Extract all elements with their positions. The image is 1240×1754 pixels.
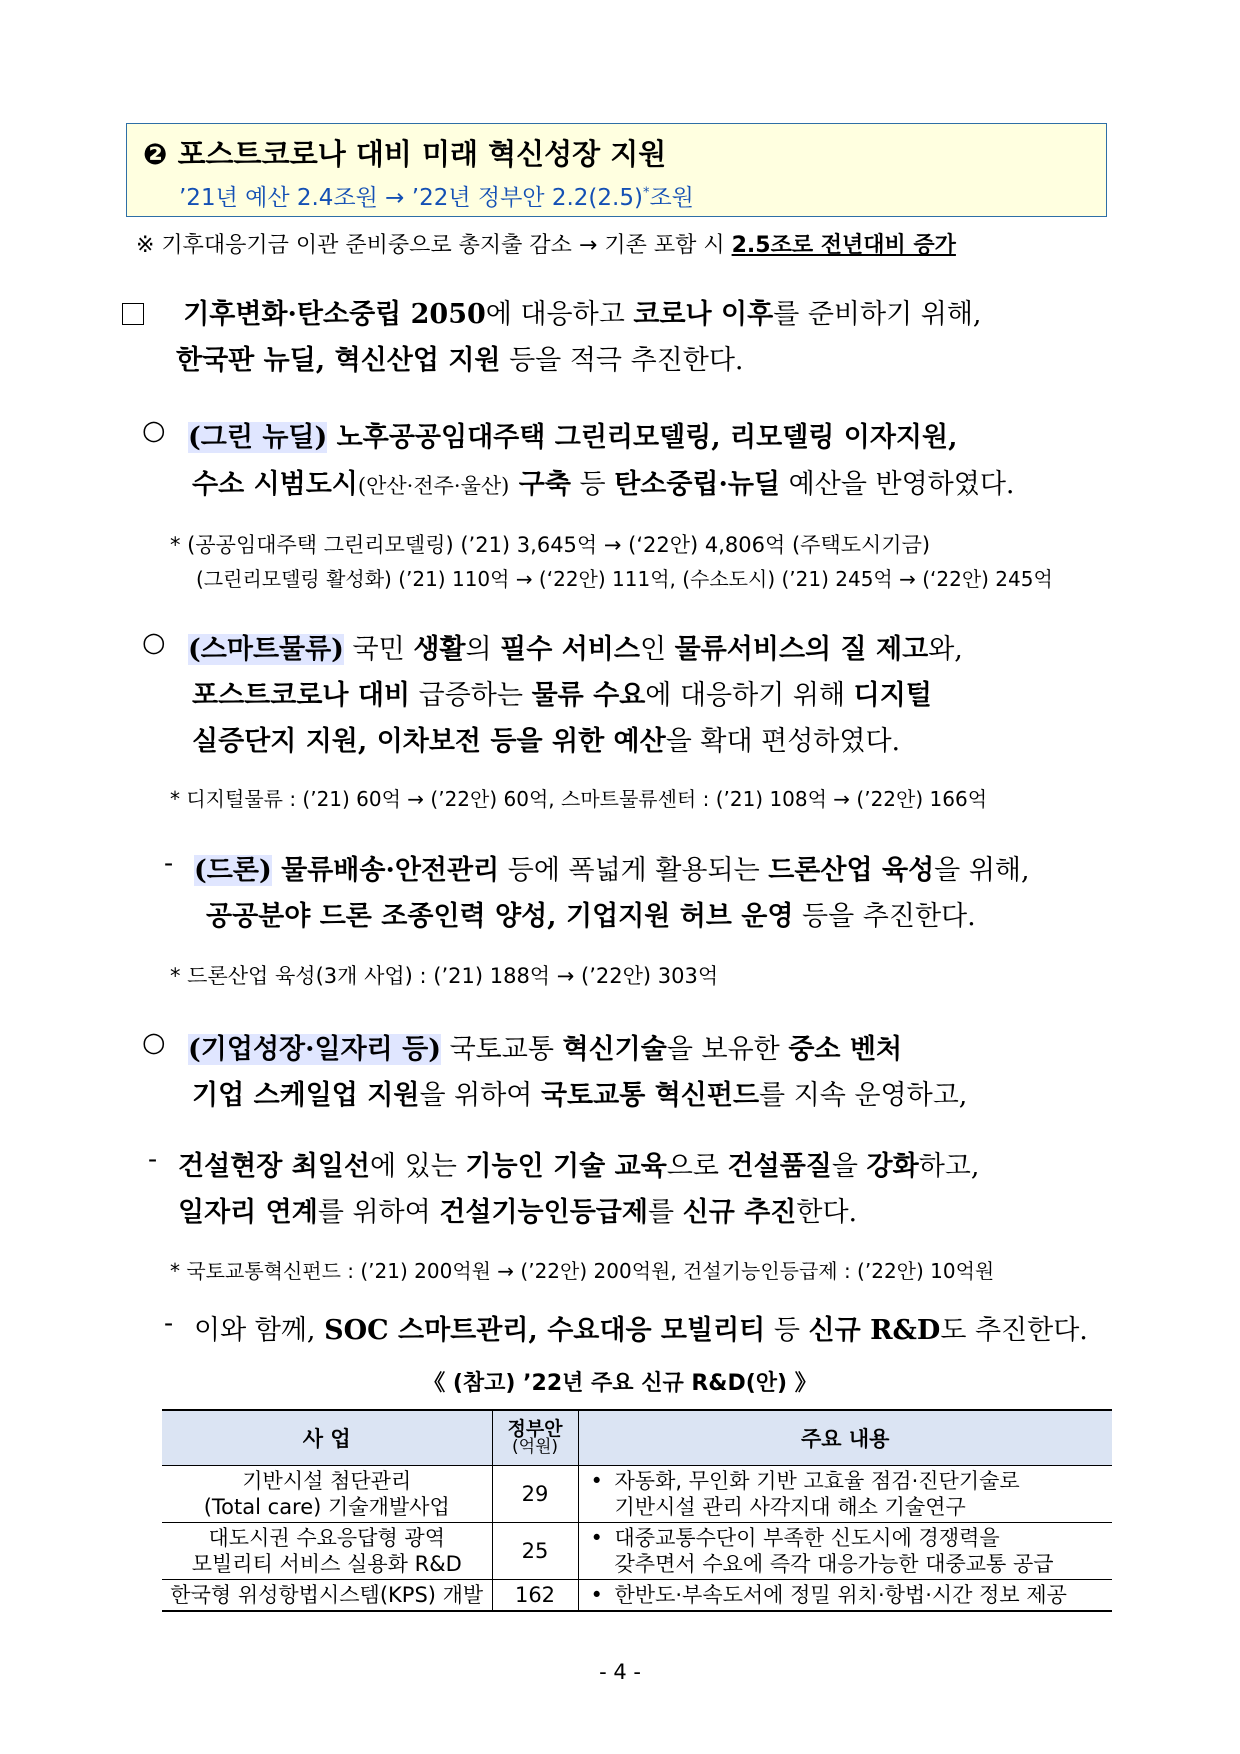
section-title-box: [126, 123, 1107, 217]
cell-content-line: 대중교통수단이 부족한 신도시에 경쟁력을: [614, 1526, 1000, 1550]
text-run: 물류배송·안전관리: [271, 855, 500, 886]
cell-project-line: 모빌리티 서비스 실용화 R&D: [191, 1552, 462, 1576]
circle-bullet: ○: [142, 1027, 166, 1058]
cell-content: [578, 1466, 1112, 1523]
text-run: 급증하는: [410, 680, 532, 711]
text-run: 실증단지 지원, 이차보전 등을 위한 예산: [192, 726, 666, 757]
rnd-line: [194, 1308, 1088, 1347]
text-run: 등에 폭넓게 활용되는: [499, 855, 769, 886]
text-run: 물류서비스의 질 제고: [674, 634, 929, 665]
cell-content-line: 한반도·부속도서에 정밀 위치·항법·시간 정보 제공: [614, 1583, 1067, 1607]
text-run: 드론산업 육성: [768, 855, 935, 886]
budget-note-underlined: 2.5조로 전년대비 증가: [731, 233, 956, 258]
text-run: 인: [639, 634, 675, 665]
text-run: 국토교통 혁신펀드: [540, 1080, 760, 1111]
dash-bullet: -: [148, 1144, 158, 1175]
logistics-line-3: [192, 719, 900, 758]
text-run: 한국판 뉴딜, 혁신산업 지원: [176, 345, 501, 376]
cell-content-line: 기반시설 관리 사각지대 해소 기술연구: [614, 1495, 966, 1519]
intro-line-1: [122, 292, 982, 331]
text-run: SOC 스마트관리, 수요대응 모빌리티: [324, 1315, 766, 1346]
checkbox-icon: [122, 303, 144, 325]
construction-note: * 국토교통혁신펀드 : (’21) 200억원 → (’22안) 200억원, 건설기능인등급제 : (’22안) 10억원: [170, 1259, 995, 1283]
construction-line-2: [178, 1190, 857, 1229]
cell-content: [578, 1580, 1112, 1612]
text-run: 국토교통: [441, 1034, 563, 1065]
growth-line-2: [192, 1073, 967, 1112]
cell-project-line: (Total care) 기술개발사업: [203, 1495, 450, 1519]
green-tag: (그린 뉴딜): [188, 422, 328, 453]
text-run: 강화: [866, 1151, 919, 1182]
cell-amount: 25: [492, 1523, 578, 1580]
green-hydrogen-city: 수소 시범도시: [192, 469, 358, 500]
circle-bullet: ○: [142, 627, 166, 658]
text-run: 을 보유한: [666, 1034, 789, 1065]
text-run: 신규 추진: [682, 1197, 797, 1228]
text-run: 한다.: [796, 1197, 858, 1228]
text-run: 에 있는: [369, 1151, 466, 1182]
text-run: 필수 서비스: [500, 634, 640, 665]
cell-project-line: 기반시설 첨단관리: [242, 1469, 412, 1493]
text-run: 를 위하여: [317, 1197, 440, 1228]
header-budget-unit: (억원): [511, 1437, 559, 1457]
text-run: 건설기능인등급제: [439, 1197, 648, 1228]
text-run: 을: [831, 1151, 867, 1182]
text-run: 등: [765, 1315, 809, 1346]
bullet-icon: [591, 1551, 615, 1577]
construction-bullet: [148, 1144, 157, 1175]
table-row: [162, 1466, 1112, 1523]
bullet-icon: •: [590, 1526, 603, 1550]
reference-table: [162, 1409, 1112, 1612]
drone-line-2: [206, 894, 976, 933]
cell-amount: 29: [492, 1466, 578, 1523]
cell-project: [162, 1580, 492, 1612]
table-row: [162, 1580, 1112, 1612]
table-row: [162, 1523, 1112, 1580]
drone-tag: (드론): [194, 855, 272, 886]
cell-project: [162, 1523, 492, 1580]
growth-bullet: [142, 1027, 166, 1058]
text-run: 을 확대 편성하였다.: [665, 726, 901, 757]
text-run: 으로: [666, 1151, 728, 1182]
text-run: 에 대응하고: [485, 299, 634, 330]
text-run: 물류 수요: [531, 680, 646, 711]
green-carbon-neutral: 탄소중립·뉴딜: [614, 469, 781, 500]
drone-note: * 드론산업 육성(3개 사업) : (’21) 188억 → (’22안) 303억: [170, 964, 719, 988]
page-number: - 4 -: [599, 1660, 641, 1684]
budget-note-text: ※ 기후대응기금 이관 준비중으로 총지출 감소 → 기존 포함 시: [136, 233, 732, 258]
text-run: 코로나 이후: [633, 299, 774, 330]
cell-project-line: 한국형 위성항법시스템(KPS) 개발: [170, 1583, 484, 1607]
text-run: 하고,: [918, 1151, 980, 1182]
cell-project-line: 대도시권 수요응답형 광역: [208, 1526, 445, 1550]
budget-prefix: ’21년 예산 2.4조원 → ’22년 정부안 2.2(2.5): [179, 185, 643, 211]
text-run: 등을 추진한다.: [793, 901, 976, 932]
text-run: 건설품질: [727, 1151, 832, 1182]
green-line-1: [188, 415, 957, 454]
construction-line-1: [178, 1144, 979, 1183]
text-run: 건설현장 최일선: [178, 1151, 370, 1182]
logistics-note: * 디지털물류 : (’21) 60억 → (’22안) 60억, 스마트물류센터 : (’21) 108억 → (’22안) 166억: [170, 787, 988, 811]
green-bullet: [142, 415, 166, 446]
budget-footnote-mark: *: [642, 185, 650, 201]
growth-tag: (기업성장·일자리 등): [188, 1034, 442, 1065]
green-line-1-text: 노후공공임대주택 그린리모델링, 리모델링 이자지원,: [327, 422, 958, 453]
cell-content-line: 자동화, 무인화 기반 고효율 점검·진단기술로: [614, 1469, 1020, 1493]
text-run: 신규 R&D: [808, 1315, 941, 1346]
dash-bullet: -: [164, 1308, 174, 1339]
logistics-tag: (스마트물류): [188, 634, 344, 665]
bullet-icon: [591, 1494, 615, 1520]
header-project: 사 업: [162, 1410, 492, 1466]
cell-content-line: 갖추면서 수요에 즉각 대응가능한 대중교통 공급: [614, 1552, 1054, 1576]
drone-line-1: [194, 848, 1030, 887]
intro-line-2: [176, 338, 744, 377]
text-run: 일자리 연계: [178, 1197, 318, 1228]
text-run: 의: [465, 634, 501, 665]
text-run: 등을 적극 추진한다.: [500, 345, 744, 376]
green-note-2: (그린리모델링 활성화) (’21) 110억 → (‘22안) 111억, (수소도시) (’21) 245억 → (‘22안) 245억: [196, 567, 1053, 591]
text-run: 와,: [928, 634, 963, 665]
cell-amount: 162: [492, 1580, 578, 1612]
text-run: 공공분야 드론 조종인력 양성, 기업지원 허브 운영: [206, 901, 794, 932]
text-run: 디지털: [853, 680, 932, 711]
reference-table-title: 《 (참고) ’22년 주요 신규 R&D(안) 》: [423, 1371, 817, 1396]
text-run: 기후변화·탄소중립 2050: [183, 299, 486, 330]
budget-note: [136, 228, 956, 259]
growth-line-1: [188, 1027, 902, 1066]
green-line-2: [192, 462, 1015, 501]
text-run: 포스트코로나 대비: [192, 680, 411, 711]
budget-suffix: 조원: [649, 185, 694, 211]
text-run: 혁신기술: [562, 1034, 667, 1065]
bullet-icon: •: [590, 1469, 603, 1493]
text-run: 를 준비하기 위해,: [773, 299, 982, 330]
text-run: 기능인 기술 교육: [465, 1151, 667, 1182]
green-cities: (안산·전주·울산): [357, 474, 510, 498]
bullet-icon: •: [590, 1583, 603, 1607]
table-header-row: [162, 1410, 1112, 1466]
table-body: [162, 1466, 1112, 1612]
header-budget-label: 정부안: [507, 1418, 563, 1440]
text-run: 를: [647, 1197, 683, 1228]
green-note-1: * (공공임대주택 그린리모델링) (’21) 3,645억 → (‘22안) 4,806억 (주택도시기금): [170, 533, 931, 557]
green-etc: 등: [570, 469, 615, 500]
text-run: 국민: [343, 634, 414, 665]
cell-content: [578, 1523, 1112, 1580]
text-run: 생활: [413, 634, 466, 665]
header-budget: [492, 1410, 578, 1466]
text-run: 를 지속 운영하고,: [759, 1080, 968, 1111]
logistics-line-1: [188, 627, 963, 666]
header-content: 주요 내용: [578, 1410, 1112, 1466]
rnd-bullet: [164, 1308, 173, 1339]
green-line-2-end: 예산을 반영하였다.: [780, 469, 1015, 500]
drone-bullet: [164, 848, 173, 879]
text-run: 도 추진한다.: [940, 1315, 1088, 1346]
text-run: 을 위해,: [934, 855, 1030, 886]
text-run: 기업 스케일업 지원: [192, 1080, 420, 1111]
text-run: 중소 벤처: [788, 1034, 903, 1065]
dash-bullet: -: [164, 848, 174, 879]
green-build: 구축: [509, 469, 571, 500]
section-title: ❷ 포스트코로나 대비 미래 혁신성장 지원: [143, 137, 667, 171]
text-run: 을 위하여: [419, 1080, 541, 1111]
logistics-bullet: [142, 627, 166, 658]
budget-summary: [179, 179, 694, 212]
circle-bullet: ○: [142, 415, 166, 446]
text-run: 이와 함께,: [194, 1315, 325, 1346]
text-run: 에 대응하기 위해: [645, 680, 854, 711]
cell-project: [162, 1466, 492, 1523]
logistics-line-2: [192, 673, 932, 712]
